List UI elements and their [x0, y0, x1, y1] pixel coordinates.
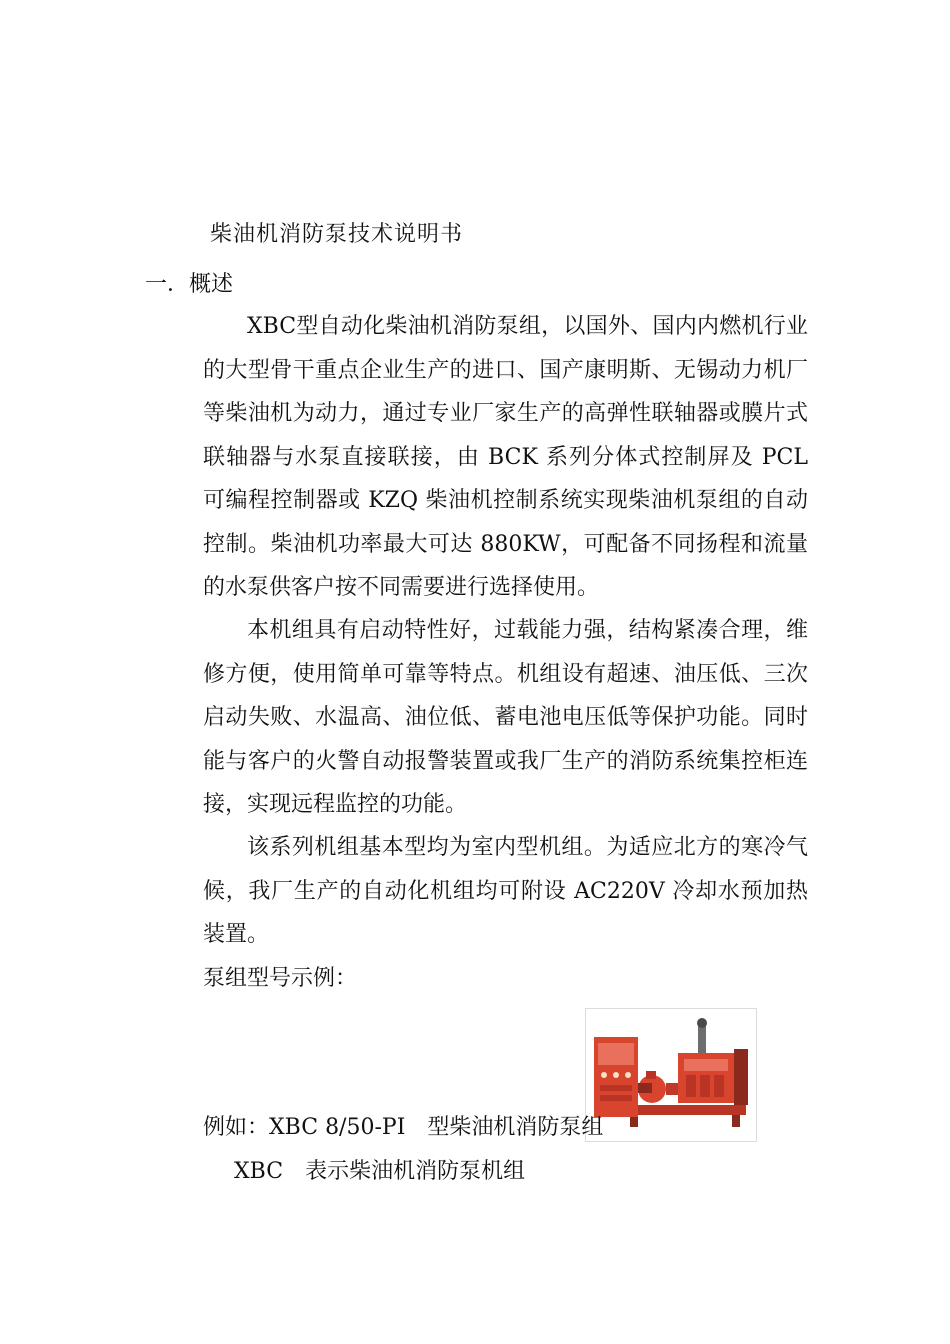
pump-base-frame [624, 1105, 746, 1115]
model-example-label: 泵组型号示例： [203, 966, 358, 991]
model-example-line: 例如：XBC 8/50-PI 型柴油机消防泵组 [203, 1115, 604, 1140]
paragraph-text: 该系列机组基本型均为室内型机组。为适应北方的寒冷气候，我厂生产的自动化机组均可附设 AC220V 冷却水预加热装置。 [203, 835, 808, 947]
pump-set-photo [585, 1008, 757, 1142]
paragraph-features [203, 609, 808, 827]
paragraph-indoor-model [203, 826, 808, 957]
paragraph-text: XBC型自动化柴油机消防泵组，以国外、国内内燃机行业的大型骨干重点企业生产的进口、国产康明斯、无锡动力机厂等柴油机为动力，通过专业厂家生产的高弹性联轴器或膜片式联轴器与水泵直接联接，由 BCK 系列分体式控制屏及 PCL 可编程控制器或 KZQ 柴油机控制系统实现柴油机泵组的自动控制。柴油机功率最大可达 880KW，可配备不同扬程和流量的水泵供客户按不同需要进行选择使用。 [203, 314, 808, 600]
radiator [734, 1049, 748, 1105]
model-code-legend: XBC 表示柴油机消防泵机组 [234, 1159, 526, 1184]
paragraph-text: 本机组具有启动特性好，过载能力强，结构紧凑合理，维修方便，使用简单可靠等特点。机组设有超速、油压低、三次启动失败、水温高、油位低、蓄电池电压低等保护功能。同时能与客户的火警自动报警装置或我厂生产的消防系统集控柜连接，实现远程监控的功能。 [203, 618, 808, 817]
paragraph-overview [203, 305, 808, 610]
section-heading: 一．概述 [145, 272, 234, 297]
diesel-pump-illustration [586, 1009, 756, 1141]
document-title: 柴油机消防泵技术说明书 [210, 222, 464, 247]
